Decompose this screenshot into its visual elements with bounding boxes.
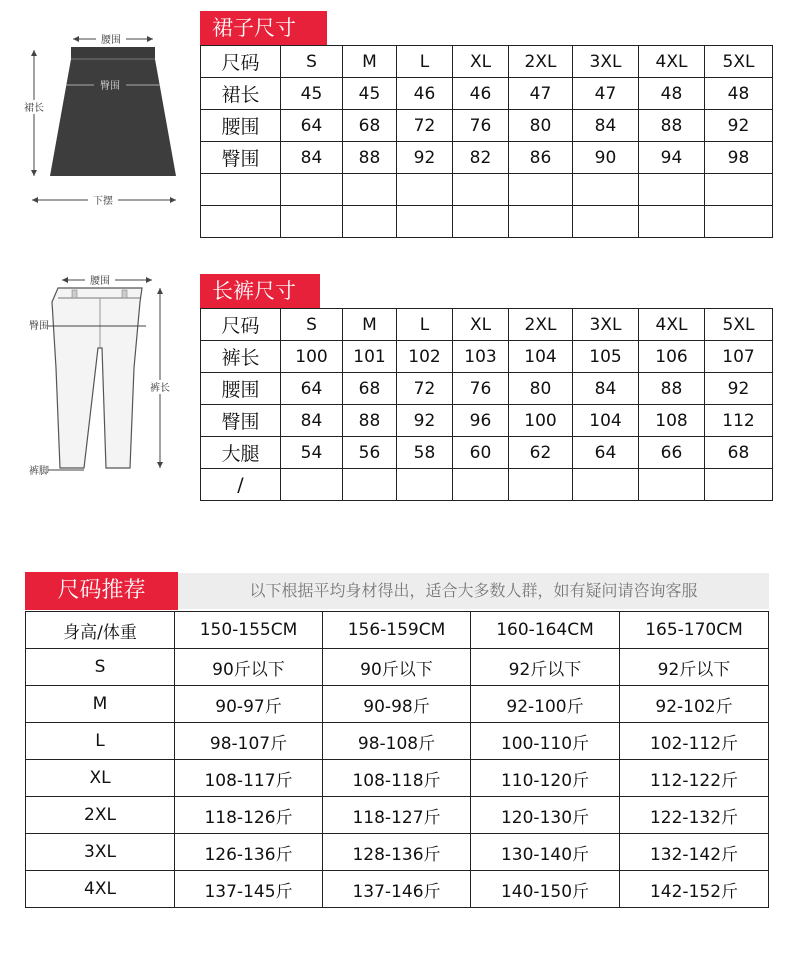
pants-size-cell: 92: [705, 373, 773, 405]
pants-size-cell: 2XL: [509, 309, 573, 341]
recommend-cell: 150-155CM: [175, 612, 323, 649]
pants-size-cell: [509, 469, 573, 501]
recommend-cell: 165-170CM: [620, 612, 769, 649]
recommend-cell: 137-146斤: [323, 871, 471, 908]
recommend-cell: 92-102斤: [620, 686, 769, 723]
skirt-size-cell: [509, 174, 573, 206]
skirt-size-cell: 45: [281, 78, 343, 110]
skirt-size-cell: [201, 174, 281, 206]
skirt-size-cell: 48: [639, 78, 705, 110]
table-row: [201, 110, 773, 142]
skirt-size-cell: [453, 206, 509, 238]
table-row: [26, 834, 769, 871]
skirt-size-cell: 86: [509, 142, 573, 174]
pants-size-cell: 72: [397, 373, 453, 405]
pants-size-cell: [639, 469, 705, 501]
pants-size-cell: 100: [281, 341, 343, 373]
skirt-size-cell: 裙长: [201, 78, 281, 110]
skirt-size-cell: [573, 206, 639, 238]
table-row: [201, 78, 773, 110]
skirt-size-cell: 48: [705, 78, 773, 110]
skirt-size-title: 裙子尺寸: [200, 11, 327, 45]
pants-hip-label: 臀围: [29, 321, 49, 332]
recommend-cell: 137-145斤: [175, 871, 323, 908]
skirt-size-cell: 2XL: [509, 46, 573, 78]
table-row: [26, 649, 769, 686]
pants-size-cell: 大腿: [201, 437, 281, 469]
pants-size-cell: 64: [281, 373, 343, 405]
size-recommend-table: [25, 611, 769, 908]
table-row: [201, 405, 773, 437]
recommend-cell: L: [26, 723, 175, 760]
skirt-size-cell: [509, 206, 573, 238]
pants-size-cell: [453, 469, 509, 501]
table-row: [201, 142, 773, 174]
recommend-note: 以下根据平均身材得出，适合大多数人群，如有疑问请咨询客服: [249, 581, 698, 600]
skirt-size-cell: 90: [573, 142, 639, 174]
pants-size-cell: 68: [705, 437, 773, 469]
skirt-size-cell: 72: [397, 110, 453, 142]
pants-size-cell: 尺码: [201, 309, 281, 341]
recommend-cell: XL: [26, 760, 175, 797]
pants-size-cell: 106: [639, 341, 705, 373]
pants-size-cell: [397, 469, 453, 501]
skirt-size-cell: [343, 206, 397, 238]
recommend-cell: 118-126斤: [175, 797, 323, 834]
skirt-size-cell: 76: [453, 110, 509, 142]
recommend-cell: 2XL: [26, 797, 175, 834]
skirt-size-cell: 88: [639, 110, 705, 142]
recommend-cell: 90-97斤: [175, 686, 323, 723]
pants-size-cell: [343, 469, 397, 501]
recommend-cell: 102-112斤: [620, 723, 769, 760]
skirt-size-cell: 4XL: [639, 46, 705, 78]
table-row: [201, 309, 773, 341]
pants-size-cell: 105: [573, 341, 639, 373]
skirt-size-cell: 5XL: [705, 46, 773, 78]
table-row: [26, 871, 769, 908]
skirt-size-cell: [281, 174, 343, 206]
skirt-size-cell: 84: [281, 142, 343, 174]
pants-size-cell: 裤长: [201, 341, 281, 373]
skirt-size-cell: [705, 206, 773, 238]
pants-size-cell: 62: [509, 437, 573, 469]
skirt-size-cell: [639, 174, 705, 206]
recommend-cell: 98-108斤: [323, 723, 471, 760]
pants-size-cell: 5XL: [705, 309, 773, 341]
skirt-size-cell: 47: [573, 78, 639, 110]
pants-waist-label: 腰围: [90, 276, 110, 287]
recommend-cell: 140-150斤: [471, 871, 620, 908]
pants-size-cell: 60: [453, 437, 509, 469]
table-row: [201, 46, 773, 78]
recommend-cell: 120-130斤: [471, 797, 620, 834]
skirt-hip-label: 臀围: [100, 81, 120, 92]
recommend-cell: 110-120斤: [471, 760, 620, 797]
recommend-cell: 108-117斤: [175, 760, 323, 797]
table-row: [201, 206, 773, 238]
recommend-cell: 92-100斤: [471, 686, 620, 723]
skirt-size-cell: [453, 174, 509, 206]
skirt-size-cell: 82: [453, 142, 509, 174]
pants-size-cell: 66: [639, 437, 705, 469]
skirt-size-cell: 68: [343, 110, 397, 142]
table-row: [201, 341, 773, 373]
pants-size-cell: 54: [281, 437, 343, 469]
table-row: [26, 686, 769, 723]
pants-size-cell: 68: [343, 373, 397, 405]
pants-size-cell: 84: [281, 405, 343, 437]
pants-size-cell: 103: [453, 341, 509, 373]
skirt-size-cell: [343, 174, 397, 206]
table-row: [201, 174, 773, 206]
recommend-cell: 98-107斤: [175, 723, 323, 760]
recommend-cell: 108-118斤: [323, 760, 471, 797]
recommend-cell: 156-159CM: [323, 612, 471, 649]
pants-size-table: [200, 308, 773, 501]
recommend-cell: 3XL: [26, 834, 175, 871]
skirt-size-cell: 64: [281, 110, 343, 142]
pants-size-title: 长裤尺寸: [200, 274, 320, 308]
pants-size-cell: [281, 469, 343, 501]
skirt-size-cell: S: [281, 46, 343, 78]
pants-size-cell: 102: [397, 341, 453, 373]
recommend-cell: 130-140斤: [471, 834, 620, 871]
skirt-size-cell: 88: [343, 142, 397, 174]
skirt-size-cell: 94: [639, 142, 705, 174]
pants-size-cell: 58: [397, 437, 453, 469]
pants-size-cell: 88: [639, 373, 705, 405]
skirt-size-cell: L: [397, 46, 453, 78]
skirt-size-cell: [397, 174, 453, 206]
recommend-cell: 160-164CM: [471, 612, 620, 649]
pants-size-cell: S: [281, 309, 343, 341]
recommend-title: 尺码推荐: [25, 572, 178, 610]
pants-size-cell: 76: [453, 373, 509, 405]
recommend-cell: 90斤以下: [175, 649, 323, 686]
pants-size-cell: /: [201, 469, 281, 501]
pants-size-cell: 92: [397, 405, 453, 437]
skirt-size-cell: 46: [397, 78, 453, 110]
recommend-cell: 92斤以下: [471, 649, 620, 686]
table-row: [26, 723, 769, 760]
recommend-cell: 112-122斤: [620, 760, 769, 797]
recommend-cell: 身高/体重: [26, 612, 175, 649]
skirt-length-label: 裙长: [24, 103, 44, 114]
skirt-hem-label: 下摆: [93, 196, 113, 207]
recommend-cell: 4XL: [26, 871, 175, 908]
recommend-cell: 90斤以下: [323, 649, 471, 686]
recommend-cell: 128-136斤: [323, 834, 471, 871]
pants-size-cell: 107: [705, 341, 773, 373]
recommend-cell: M: [26, 686, 175, 723]
recommend-cell: 118-127斤: [323, 797, 471, 834]
pants-size-cell: [573, 469, 639, 501]
pants-size-cell: 腰围: [201, 373, 281, 405]
recommend-cell: 132-142斤: [620, 834, 769, 871]
skirt-waist-label: 腰围: [101, 35, 121, 46]
pants-size-cell: [705, 469, 773, 501]
recommend-cell: 100-110斤: [471, 723, 620, 760]
skirt-size-cell: 84: [573, 110, 639, 142]
pants-size-cell: M: [343, 309, 397, 341]
pants-length-label: 裤长: [150, 383, 170, 394]
skirt-size-cell: M: [343, 46, 397, 78]
table-row: [201, 469, 773, 501]
pants-size-cell: 臀围: [201, 405, 281, 437]
skirt-size-cell: 尺码: [201, 46, 281, 78]
skirt-size-cell: 80: [509, 110, 573, 142]
pants-size-cell: 101: [343, 341, 397, 373]
pants-size-cell: 88: [343, 405, 397, 437]
skirt-size-cell: [639, 206, 705, 238]
table-row: [26, 760, 769, 797]
pants-cuff-label: 裤脚: [29, 466, 49, 477]
pants-size-cell: 56: [343, 437, 397, 469]
table-row: [26, 612, 769, 649]
recommend-cell: 122-132斤: [620, 797, 769, 834]
skirt-size-cell: [201, 206, 281, 238]
pants-size-cell: 112: [705, 405, 773, 437]
pants-size-cell: 84: [573, 373, 639, 405]
recommend-cell: S: [26, 649, 175, 686]
skirt-size-cell: [397, 206, 453, 238]
pants-size-cell: 96: [453, 405, 509, 437]
skirt-size-cell: 98: [705, 142, 773, 174]
skirt-size-cell: [705, 174, 773, 206]
pants-size-cell: L: [397, 309, 453, 341]
skirt-size-cell: 46: [453, 78, 509, 110]
recommend-cell: 92斤以下: [620, 649, 769, 686]
skirt-size-cell: 92: [705, 110, 773, 142]
recommend-cell: 126-136斤: [175, 834, 323, 871]
skirt-size-cell: 臀围: [201, 142, 281, 174]
pants-size-cell: 104: [509, 341, 573, 373]
skirt-size-table: [200, 45, 773, 238]
recommend-cell: 90-98斤: [323, 686, 471, 723]
pants-size-cell: XL: [453, 309, 509, 341]
pants-size-cell: 80: [509, 373, 573, 405]
pants-size-cell: 104: [573, 405, 639, 437]
skirt-size-cell: [573, 174, 639, 206]
skirt-size-cell: XL: [453, 46, 509, 78]
skirt-size-cell: [281, 206, 343, 238]
table-row: [26, 797, 769, 834]
pants-illustration: [22, 268, 202, 498]
pants-size-cell: 100: [509, 405, 573, 437]
skirt-size-cell: 47: [509, 78, 573, 110]
pants-size-cell: 108: [639, 405, 705, 437]
pants-size-cell: 3XL: [573, 309, 639, 341]
skirt-size-cell: 腰围: [201, 110, 281, 142]
table-row: [201, 373, 773, 405]
skirt-size-cell: 92: [397, 142, 453, 174]
skirt-size-cell: 3XL: [573, 46, 639, 78]
skirt-illustration: [8, 28, 188, 228]
pants-size-cell: 64: [573, 437, 639, 469]
table-row: [201, 437, 773, 469]
recommend-cell: 142-152斤: [620, 871, 769, 908]
skirt-size-cell: 45: [343, 78, 397, 110]
pants-size-cell: 4XL: [639, 309, 705, 341]
